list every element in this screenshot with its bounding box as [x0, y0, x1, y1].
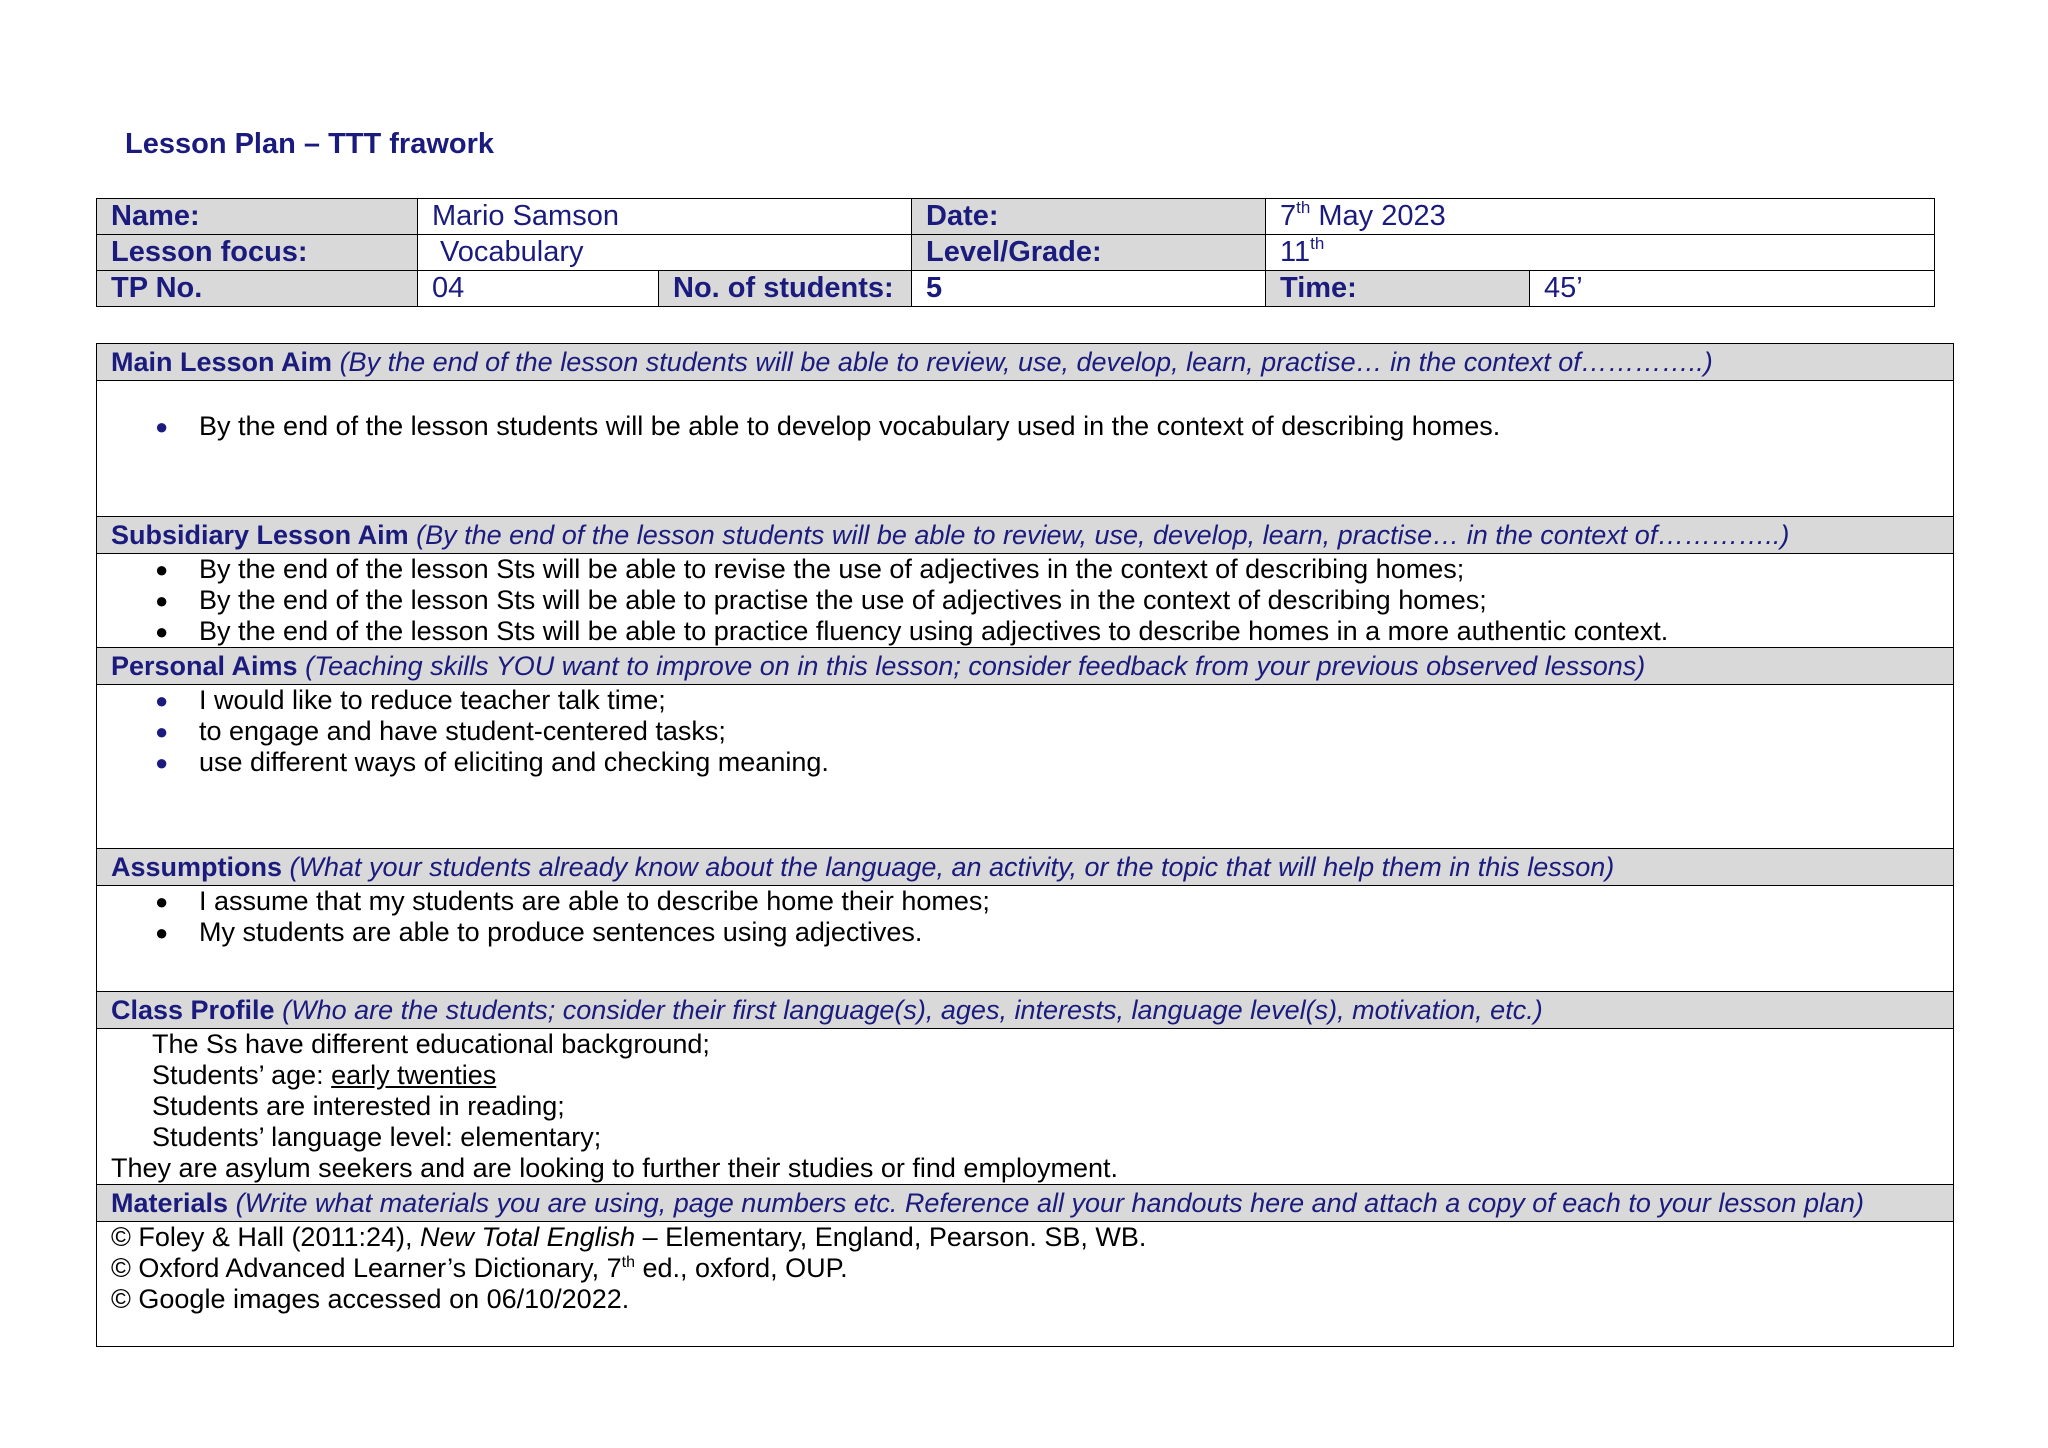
materials-body [97, 1222, 1953, 1346]
list-item: ● By the end of the lesson Sts will be able to revise the use of adjectives in the context of describing homes; [155, 554, 1465, 584]
profile-line: They are asylum seekers and are looking to further their studies or find employment. [111, 1153, 1118, 1183]
class-profile-body [97, 1029, 1953, 1185]
assumptions-hint: (What your students already know about the language, an activity, or the topic that will help them in this lesson) [289, 852, 1615, 882]
subsidiary-aim-header [97, 517, 1953, 554]
personal-aims-hint: (Teaching skills YOU want to improve on in this lesson; consider feedback from your previous observed lessons) [305, 651, 1646, 681]
date-value [1266, 199, 1935, 235]
list-item: ● I would like to reduce teacher talk time; [155, 685, 666, 715]
date-rest: May 2023 [1310, 200, 1446, 232]
materials-header [97, 1185, 1953, 1222]
list-item: ● use different ways of eliciting and checking meaning. [155, 747, 829, 777]
main-aim-body [97, 381, 1953, 517]
list-item: ● By the end of the lesson Sts will be able to practise the use of adjectives in the context of describing homes; [155, 585, 1487, 615]
bullet-icon: ● [155, 719, 169, 744]
bullet-icon: ● [155, 750, 169, 775]
lesson-info-table [96, 198, 1935, 307]
list-item: ● I assume that my students are able to describe home their homes; [155, 886, 990, 916]
bullet-icon: ● [155, 557, 169, 582]
date-day: 7 [1280, 200, 1297, 232]
date-sup: th [1296, 198, 1311, 217]
level-num: 11 [1280, 236, 1311, 268]
personal-aims-list [97, 685, 1953, 778]
main-aim-hint: (By the end of the lesson students will be able to review, use, develop, learn, practise… in the context of…………..) [339, 347, 1713, 377]
class-profile-heading: Class Profile [111, 995, 275, 1025]
subsidiary-aim-heading: Subsidiary Lesson Aim [111, 520, 409, 550]
page-title: Lesson Plan – TTT frawork [125, 128, 495, 160]
class-profile-header [97, 992, 1953, 1029]
main-aim-heading: Main Lesson Aim [111, 347, 333, 377]
bullet-icon: ● [155, 920, 169, 945]
bullet-icon: ● [155, 889, 169, 914]
assumptions-header [97, 849, 1953, 886]
materials-hint: (Write what materials you are using, page numbers etc. Reference all your handouts here and attach a copy of each to your lesson plan) [235, 1188, 1864, 1218]
tp-value: 04 [418, 271, 659, 307]
level-sup: th [1310, 234, 1325, 253]
subsidiary-aim-hint: (By the end of the lesson students will be able to review, use, develop, learn, practise… in the context of…………..) [416, 520, 1790, 550]
personal-aims-heading: Personal Aims [111, 651, 298, 681]
subsidiary-aim-body [97, 554, 1953, 648]
date-label: Date: [912, 199, 1266, 235]
bullet-icon: ● [155, 688, 169, 713]
focus-value: Vocabulary [418, 235, 912, 271]
list-item: ● My students are able to produce sentences using adjectives. [155, 917, 923, 947]
materials-heading: Materials [111, 1188, 229, 1218]
time-value: 45’ [1530, 271, 1935, 307]
name-value: Mario Samson [418, 199, 912, 235]
profile-line: Students are interested in reading; [152, 1091, 565, 1121]
info-row-tp [97, 271, 1935, 307]
name-label: Name: [97, 199, 418, 235]
profile-line: Students’ age: early twenties [152, 1060, 497, 1090]
list-item: ● to engage and have student-centered tasks; [155, 716, 726, 746]
bullet-icon: ● [155, 414, 169, 439]
bullet-icon: ● [155, 588, 169, 613]
list-item: ● By the end of the lesson Sts will be able to practice fluency using adjectives to describe homes in a more authentic context. [155, 616, 1669, 646]
reference-line: © Google images accessed on 06/10/2022. [111, 1284, 630, 1314]
reference-line: © Oxford Advanced Learner’s Dictionary, 7th ed., oxford, OUP. [111, 1253, 848, 1283]
lesson-sections [96, 343, 1954, 1347]
main-aim-list [97, 411, 1953, 442]
students-label: No. of students: [659, 271, 912, 307]
assumptions-heading: Assumptions [111, 852, 283, 882]
info-row-name [97, 199, 1935, 235]
profile-line: The Ss have different educational background; [152, 1029, 710, 1059]
class-profile-hint: (Who are the students; consider their first language(s), ages, interests, language level(s), motivation, etc.) [282, 995, 1543, 1025]
info-row-focus [97, 235, 1935, 271]
time-label: Time: [1266, 271, 1530, 307]
profile-line: Students’ language level: elementary; [152, 1122, 602, 1152]
students-value: 5 [912, 271, 1266, 307]
assumptions-list [97, 886, 1953, 948]
subsidiary-aim-list [97, 554, 1953, 647]
focus-label: Lesson focus: [97, 235, 418, 271]
assumptions-body [97, 886, 1953, 992]
level-label: Level/Grade: [912, 235, 1266, 271]
level-value [1266, 235, 1935, 271]
tp-label: TP No. [97, 271, 418, 307]
bullet-icon: ● [155, 619, 169, 644]
personal-aims-body [97, 685, 1953, 849]
list-item: ● By the end of the lesson students will be able to develop vocabulary used in the context of describing homes. [155, 411, 1501, 441]
personal-aims-header [97, 648, 1953, 685]
reference-line: © Foley & Hall (2011:24), New Total English – Elementary, England, Pearson. SB, WB. [111, 1222, 1147, 1252]
main-aim-header [97, 344, 1953, 381]
